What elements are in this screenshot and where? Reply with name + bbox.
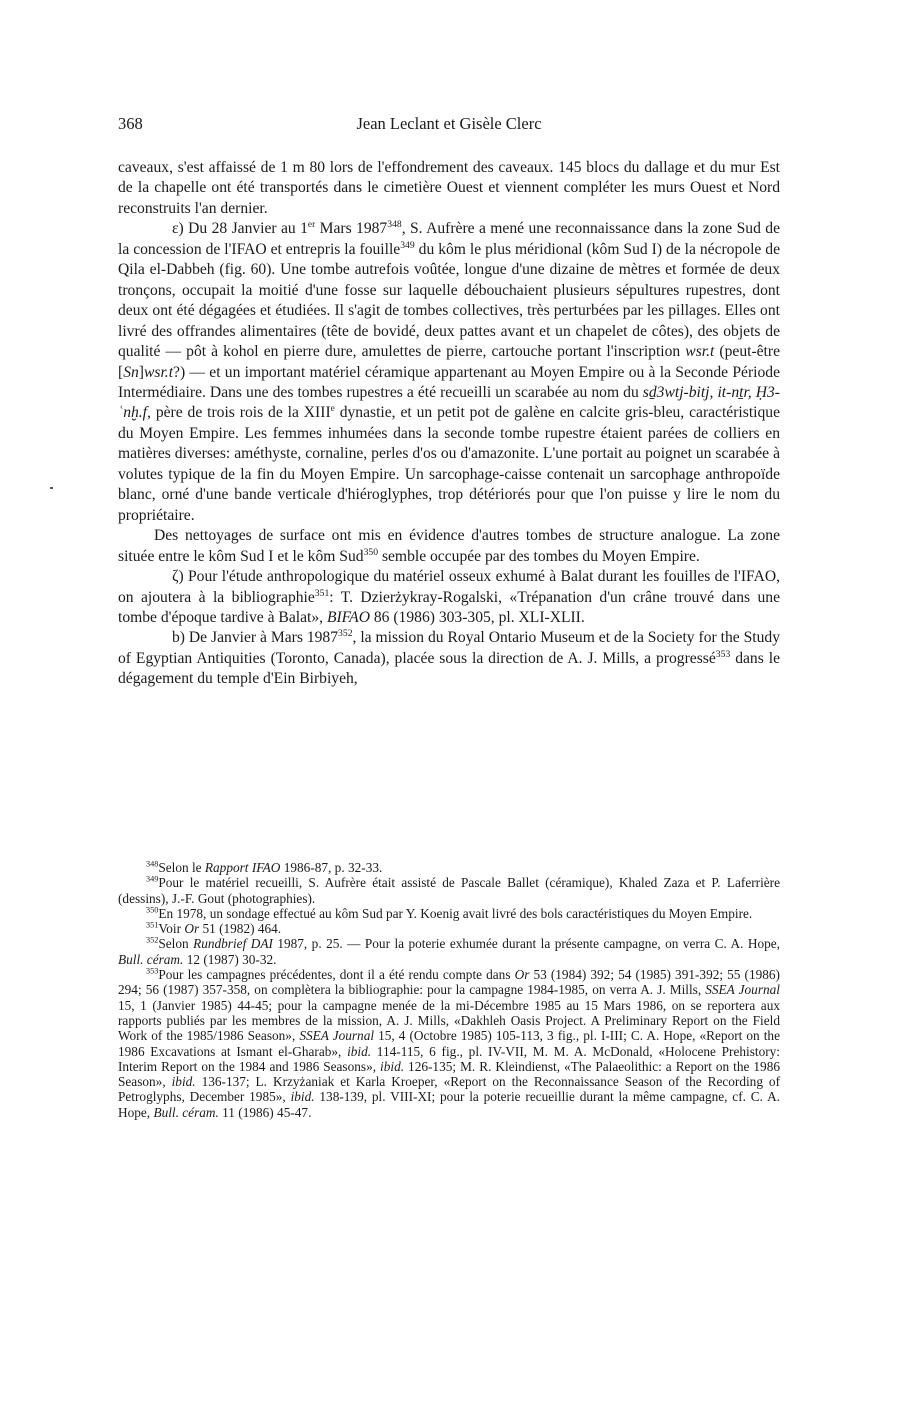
footnote-ref-349[interactable]: 349 (400, 239, 415, 251)
paragraph-epsilon: ε) Du 28 Janvier au 1er Mars 1987$^{348}$, S. Aufrère a mené une reconnaissance dans la zone Sud de la concession de l'IFAO et entrepris la fouille$^{349}$ du kôm le plus méridional (kôm Sud I) de la nécropole de Qila el-Dabbeh (fig. 60). Une tombe autrefois voûtée, longue d'une dizaine de mètres et formée de deux tronçons, occupait la moitié d'une fosse sur laquelle débouchaient plusieurs sépultures rupestres, dont deux ont été dégagées et étudiées. Il s'agit de tombes collectives, très perturbées par les pillages. Elles ont livré des offrandes alimentaires (tête de bovidé, deux pattes avant et un chapelet de côtes), des objets de qualité — pôt à kohol en pierre dure, amulettes de pierre, cartouche portant l'inscription wsr.t (peut-être [Sn]wsr.t?) — et un important matériel céramique appartenant au Moyen Empire ou à la Seconde Période Intermédiaire. Dans une des tombes rupestres a été recueilli un scarabée au nom du sḏ3wtj-bitj, it-nṯr, Ḥ3-ʿnḫ.f, père de trois rois de la XIIIe dynastie, et un petit pot de galène en calcite gris-bleu, caractéristique du Moyen Empire. Les femmes inhumées dans la seconde tombe rupestre étaient parées de colliers en matières diverses: améthyste, cornaline, perles d'os ou d'amazonite. L'une portait au poignet un scarabée à volutes typique de la fin du Moyen Empire. Un sarcophage-caisse contenait un sarcophage anthropoïde blanc, orné d'une bande verticale d'hiéroglyphes, trop détériorés pour que l'on puisse y lire le nom du propriétaire. (118, 219, 781, 524)
footnote-352: $^{352}$Selon Rundbrief DAI 1987, p. 25. — Pour la poterie exhumée durant la présente campagne, on verra C. A. Hope, Bull. céram. 12 (1987) 30-32. (118, 936, 780, 967)
page-number: 368 (118, 114, 143, 133)
footnote-351: $^{351}$Voir Or 51 (1982) 464. (146, 920, 282, 937)
paragraph-1: caveaux, s'est affaissé de 1 m 80 lors de l'effondrement des caveaux. 145 blocs du dallage et du mur Est de la chapelle ont été transportés dans le cimetière Ouest et viennent compléter les murs Ouest et Nord reconstruits l'an dernier. (118, 159, 780, 217)
footnote-ref-348[interactable]: 348 (387, 219, 402, 231)
footnote-353: $^{353}$Pour les campagnes précédentes, dont il a été rendu compte dans Or 53 (1984) 392; 54 (1985) 391-392; 55 (1986) 294; 56 (1987) 357-358, on complètera la bibliographie: pour la campagne 1984-1985, on verra A. J. Mills, SSEA Journal 15, 1 (Janvier 1985) 44-45; pour la campagne menée de la mi-Décembre 1985 au 15 Mars 1986, on se reportera aux rapports publiés par les membres de la mission, A. J. Mills, «Dakhleh Oasis Project. A Preliminary Report on the Field Work of the 1985/1986 Season», SSEA Journal 15, 4 (Octobre 1985) 105-113, 3 fig., pl. I-III; C. A. Hope, «Report on the 1986 Excavations at Ismant el-Gharab», ibid. 114-115, 6 fig., pl. IV-VII, M. M. A. McDonald, «Holocene Prehistory: Interim Report on the 1984 and 1986 Seasons», ibid. 126-135; M. R. Kleindienst, «The Palaeolithic: a Report on the 1986 Season», ibid. 136-137; L. Krzyżaniak et Karla Kroeper, «Report on the Reconnaissance Season of the Recording of Petroglyphs, December 1985», ibid. 138-139, pl. VIII-XI; pour la poterie recueillie durant la même campagne, cf. C. A. Hope, Bull. céram. 11 (1986) 45-47. (118, 966, 781, 1120)
margin-mark (50, 487, 53, 489)
paragraph-3: Des nettoyages de surface ont mis en évidence d'autres tombes de structure analogue. La zone située entre le kôm Sud I et le kôm Sud$^{350}$ semble occupée par des tombes du Moyen Empire. (118, 527, 780, 565)
main-text (118, 158, 780, 690)
paragraph-b: b) De Janvier à Mars 1987$^{352}$, la mission du Royal Ontario Museum et de la Society for the Study of Egyptian Antiquities (Toronto, Canada), placée sous la direction de A. J. Mills, a progressé$^{353}$ dans le dégagement du temple d'Ein Birbiyeh, (118, 628, 780, 688)
running-title: Jean Leclant et Gisèle Clerc (356, 114, 542, 133)
paragraph-zeta: ζ) Pour l'étude anthropologique du matériel osseux exhumé à Balat durant les fouilles de l'IFAO, on ajoutera à la bibliographie$^{351}$: T. Dzierżykray-Rogalski, «Trépanation d'un crâne trouvé dans une tombe d'époque tardive à Balat», BIFAO 86 (1986) 303-305, pl. XLI-XLII. (118, 568, 780, 626)
footnote-348: $^{348}$Selon le Rapport IFAO 1986-87, p. 32-33. (146, 859, 383, 875)
footnote-ref-353[interactable]: 353 (715, 648, 731, 660)
footnotes (118, 860, 780, 1120)
running-head (118, 114, 780, 138)
footnote-ref-352[interactable]: 352 (338, 628, 353, 640)
footnote-ref-351[interactable]: 351 (314, 587, 330, 599)
footnote-ref-350[interactable]: 350 (363, 546, 379, 558)
footnote-349: $^{349}$Pour le matériel recueilli, S. Aufrère était assisté de Pascale Ballet (céramique), Khaled Zaza et P. Laferrière (dessins), J.-F. Gout (photographies). (118, 874, 780, 906)
footnote-350: $^{350}$En 1978, un sondage effectué au kôm Sud par Y. Koenig avait livré des bols caractéristiques du Moyen Empire. (146, 905, 753, 921)
